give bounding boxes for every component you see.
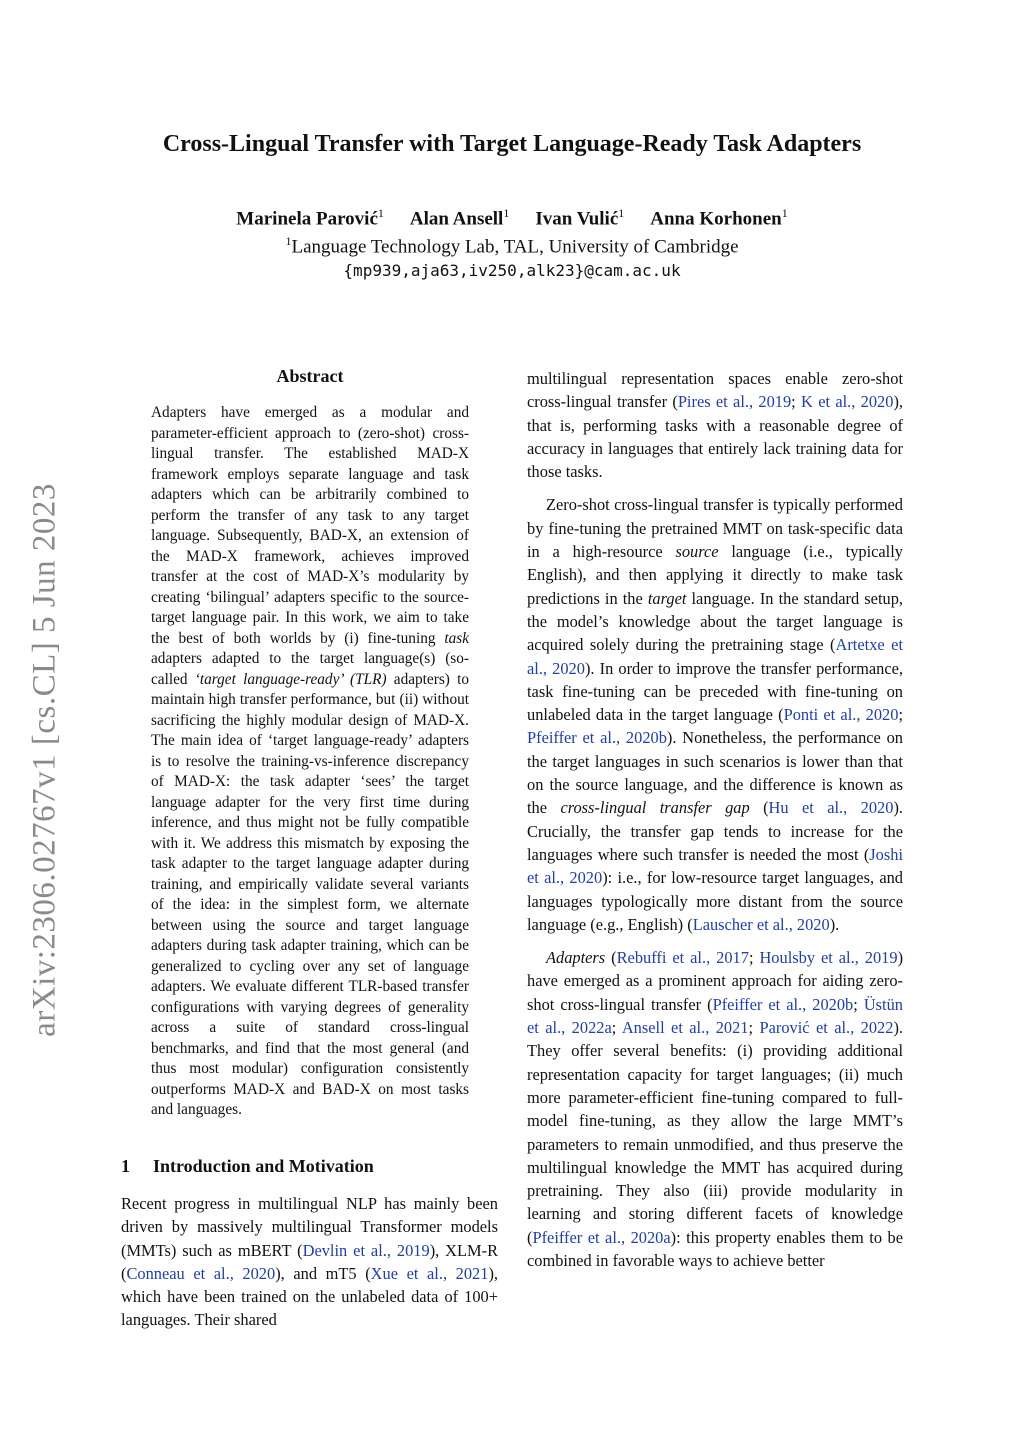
citation-link[interactable]: Pfeiffer et al., 2020b — [527, 728, 667, 748]
right-column — [527, 367, 903, 1272]
citation-link[interactable]: Xue et al., 2021 — [370, 1263, 489, 1283]
citation-link[interactable]: Hu et al., 2020 — [768, 798, 894, 818]
intro-paragraph: Recent progress in multilingual NLP has mainly been driven by massively multilingual Transformer models (MMTs) such as mBERT (Devlin et al., 2019), XLM-R (Conneau et al., 2020), and mT5 (Xue et al., 2021), which have been trained on the unlabeled data of 100+ languages. Their shared — [121, 1194, 499, 1330]
citation-link[interactable]: Ansell et al., 2021 — [621, 1018, 749, 1038]
author: Anna Korhonen$^1$ — [650, 206, 788, 230]
citation-link[interactable]: Devlin et al., 2019 — [302, 1240, 430, 1260]
arxiv-sidebar — [10, 460, 80, 1060]
author: Ivan Vulić$^1$ — [535, 206, 625, 230]
citation-link[interactable]: Conneau et al., 2020 — [126, 1263, 276, 1283]
paragraph: Adapters (Rebuffi et al., 2017; Houlsby et al., 2019) have emerged as a prominent approach for aiding zero-shot cross-lingual transfer (Pfeiffer et al., 2020b; Üstün et al., 2022a; Ansell et al., 2021; Parović et al., 2022). They offer several benefits: (i) providing additional representation capacity for target languages; (ii) much more parameter-efficient fine-tuning compared to full-model fine-tuning, as they allow the large MMT’s parameters to remain unmodified, and thus preserve the multilingual knowledge the MMT has acquired during pretraining. They also (iii) provide modularity in learning and storing different facets of knowledge (Pfeiffer et al., 2020a): this property enables them to be combined in favorable ways to achieve better — [527, 948, 904, 1270]
affiliation: $^1$Language Technology Lab, TAL, University of Cambridge — [285, 234, 739, 258]
citation-link[interactable]: Pires et al., 2019 — [677, 392, 792, 412]
citation-link[interactable]: Houlsby et al., 2019 — [759, 948, 898, 968]
paragraph: Zero-shot cross-lingual transfer is typically performed by fine-tuning the pretrained MMT on task-specific data in a high-resource source language (i.e., typically English), and then applying it directly to make task predictions in the target language. In the standard setup, the model’s knowledge about the target language is acquired solely during the pretraining stage (Artetxe et al., 2020). In order to improve the transfer performance, task fine-tuning can be preceded with fine-tuning on unlabeled data in the target language (Ponti et al., 2020; Pfeiffer et al., 2020b). Nonetheless, the performance on the target languages in such scenarios is lower than that on the source language, and the difference is known as the cross-lingual transfer gap (Hu et al., 2020). Crucially, the transfer gap tends to increase for the languages where such transfer is needed the most (Joshi et al., 2020): i.e., for low-resource target languages, and languages typologically more distant from the source language (e.g., English) (Lauscher et al., 2020). — [527, 495, 904, 934]
abstract-body: Adapters have emerged as a modular and parameter-efficient approach to (zero-shot) cross-lingual transfer. The established MAD-X framework employs separate language and task adapters which can be arbitrarily combined to perform the transfer of any task to any target language. Subsequently, BAD-X, an extension of the MAD-X framework, achieves improved transfer at the cost of MAD-X’s modularity by creating ‘bilingual’ adapters specific to the source-target language pair. In this work, we aim to take the best of both worlds by (i) fine-tuning task adapters adapted to the target language(s) (so-called ‘target language-ready’ (TLR) adapters) to maintain high transfer performance, but (ii) without sacrificing the highly modular design of MAD-X. The main idea of ‘target language-ready’ adapters is to resolve the training-vs-inference discrepancy of MAD-X: the task adapter ‘sees’ the target language adapter for the very first time during inference, and thus might not be fully compatible with it. We address this mismatch by exposing the task adapter to the target language adapter during training, and empirically validate several variants of the idea: in the simplest form, we alternate between using the source and target language adapters during task adapter training, which can be generalized to cycling over any set of language adapters. We evaluate different TLR-based transfer configurations with varying degrees of generality across a suite of standard cross-lingual benchmarks, and find that the most general (and thus most modular) configuration consistently outperforms MAD-X and BAD-X on most tasks and languages. — [151, 404, 470, 1118]
author-emails: {mp939,aja63,iv250,alk23}@cam.ac.uk — [343, 261, 681, 280]
arxiv-identifier: arXiv:2306.02767v1 [cs.CL] 5 Jun 2023 — [26, 483, 63, 1037]
author-list — [0, 206, 1024, 230]
author: Marinela Parović$^1$ — [236, 206, 384, 230]
citation-link[interactable]: K et al., 2020 — [801, 392, 894, 412]
citation-link[interactable]: Parović et al., 2022 — [759, 1018, 894, 1038]
section-heading: 1 Introduction and Motivation — [121, 1156, 374, 1176]
abstract-heading: Abstract — [276, 366, 344, 386]
author: Alan Ansell$^1$ — [409, 206, 510, 230]
citation-link[interactable]: Üstün et al., 2022a — [527, 994, 903, 1038]
citation-link[interactable]: Joshi et al., 2020 — [527, 844, 903, 888]
citation-link[interactable]: Pfeiffer et al., 2020b — [712, 994, 854, 1014]
citation-link[interactable]: Rebuffi et al., 2017 — [616, 948, 749, 968]
citation-link[interactable]: Lauscher et al., 2020 — [692, 914, 830, 934]
citation-link[interactable]: Pfeiffer et al., 2020a — [532, 1227, 671, 1247]
paper-title: Cross-Lingual Transfer with Target Language-Ready Task Adapters — [162, 131, 862, 157]
paragraph: multilingual representation spaces enable zero-shot cross-lingual transfer (Pires et al., 2019; K et al., 2020), that is, performing tasks with a reasonable degree of accuracy in languages that entirely lack training data for those tasks. — [527, 369, 904, 482]
citation-link[interactable]: Artetxe et al., 2020 — [527, 635, 904, 678]
citation-link[interactable]: Ponti et al., 2020 — [783, 705, 899, 725]
